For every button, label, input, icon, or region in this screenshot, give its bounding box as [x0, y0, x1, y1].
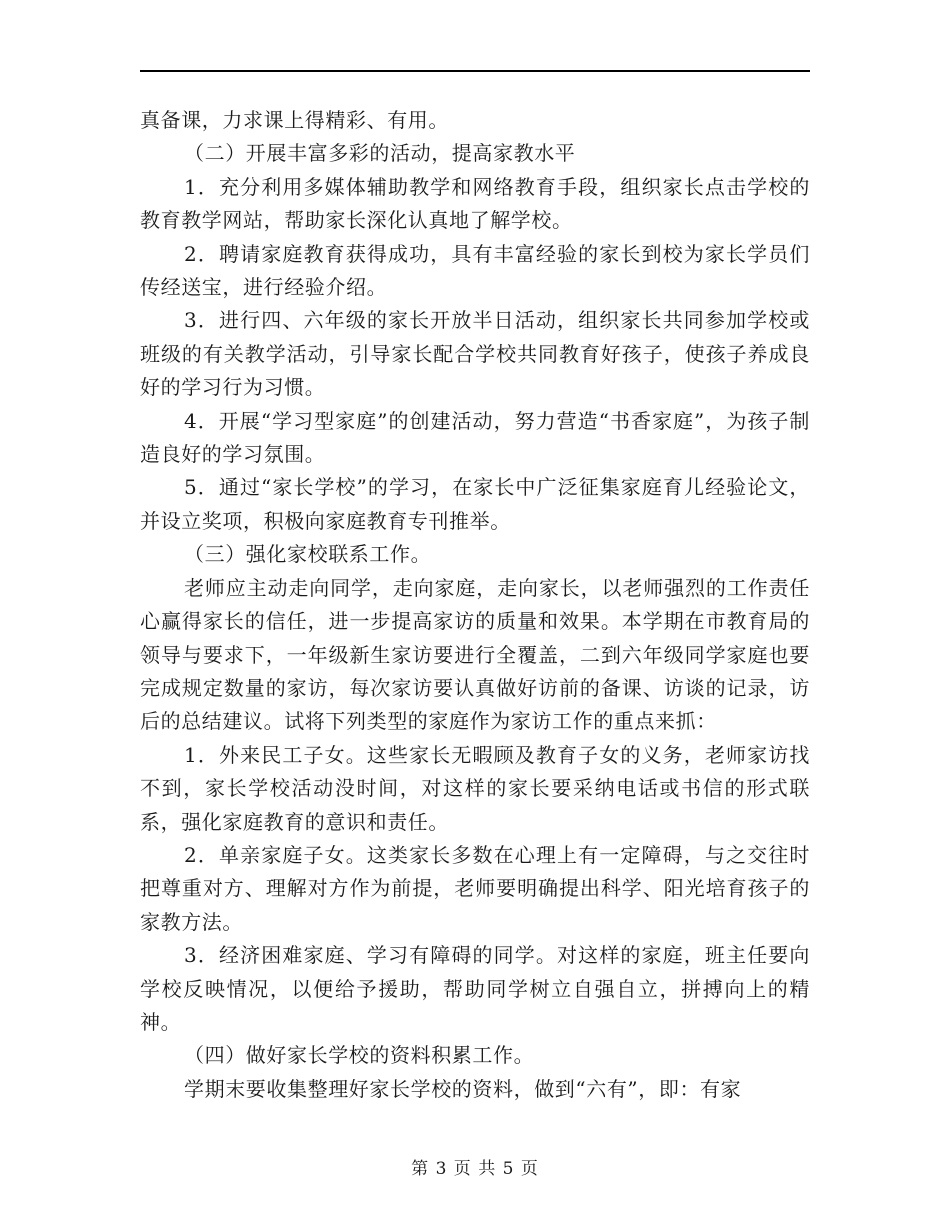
section-heading-4: （四）做好家长学校的资料积累工作。 [184, 1043, 535, 1068]
header-rule [140, 70, 810, 72]
list-item: 3．经济困难家庭、学习有障碍的同学。对这样的家庭，班主任要向学校反映情况，以便给予援助，帮助同学树立自强自立，拼搏向上的精神。 [140, 943, 810, 1034]
body-paragraph: 学期末要收集整理好家长学校的资料，做到“六有”，即：有家 [184, 1076, 742, 1101]
page-footer: 第 3 页 共 5 页 [411, 1159, 539, 1179]
list-item: 2．聘请家庭教育获得成功，具有丰富经验的家长到校为家长学员们传经送宝，进行经验介绍。 [140, 241, 810, 300]
document-body [140, 104, 810, 1106]
list-item: 4．开展“学习型家庭”的创建活动，努力营造“书香家庭”，为孩子制造良好的学习氛围。 [140, 408, 810, 467]
paragraph-continuation: 真备课，力求课上得精彩、有用。 [140, 108, 449, 132]
list-item: 1．外来民工子女。这些家长无暇顾及教育子女的义务，老师家访找不到，家长学校活动没时间，对这样的家长要采纳电话或书信的形式联系，强化家庭教育的意识和责任。 [140, 742, 810, 834]
section-heading-2: （二）开展丰富多彩的活动，提高家教水平 [184, 141, 576, 166]
list-item: 3．进行四、六年级的家长开放半日活动，组织家长共同参加学校或班级的有关教学活动，引导家长配合学校共同教育好孩子，使孩子养成良好的学习行为习惯。 [140, 308, 810, 400]
list-item: 1．充分利用多媒体辅助教学和网络教育手段，组织家长点击学校的教育教学网站，帮助家长深化认真地了解学校。 [140, 174, 810, 233]
list-item: 2．单亲家庭子女。这类家长多数在心理上有一定障碍，与之交往时把尊重对方、理解对方作为前提，老师要明确提出科学、阳光培育孩子的家教方法。 [140, 842, 810, 934]
section-heading-3: （三）强化家校联系工作。 [184, 542, 432, 567]
list-item: 5．通过“家长学校”的学习，在家长中广泛征集家庭育儿经验论文，并设立奖项，积极向家庭教育专刊推举。 [140, 475, 810, 533]
body-paragraph: 老师应主动走向同学，走向家庭，走向家长，以老师强烈的工作责任心赢得家长的信任，进一步提高家访的质量和效果。本学期在市教育局的领导与要求下，一年级新生家访要进行全覆盖，二到六年级同学家庭也要完成规定数量的家访，每次家访要认真做好访前的备课、访谈的记录，访后的总结建议。试将下列类型的家庭作为家访工作的重点来抓： [140, 575, 810, 734]
